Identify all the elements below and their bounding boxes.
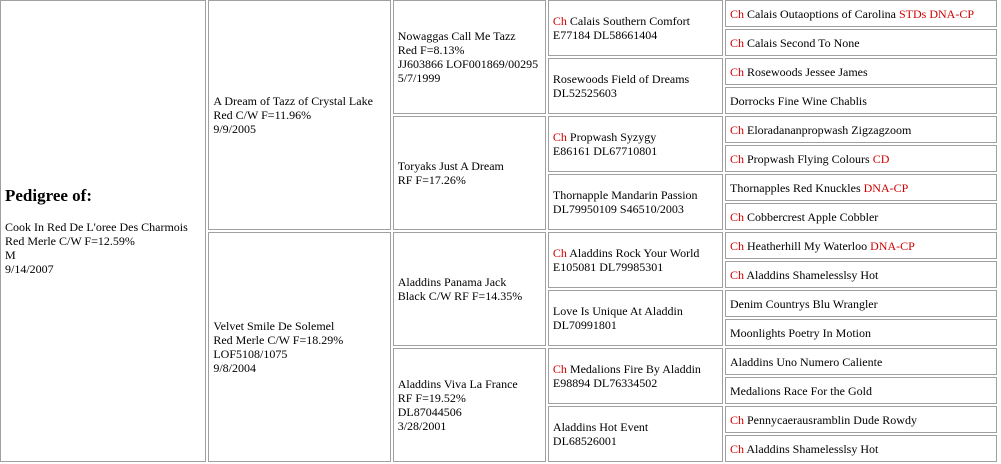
champion-title: Ch [729, 412, 744, 427]
champion-title: Ch [552, 130, 567, 144]
dog-name-line [553, 362, 718, 376]
dog-name-line [730, 36, 992, 50]
champion-title: Ch [729, 441, 744, 456]
dog-line-text: JJ603866 LOF001869/00295 [397, 57, 539, 71]
dog-name: Aladdins Rock Your World [569, 246, 700, 260]
dog-line-text: Red Merle C/W F=18.29% [213, 333, 344, 347]
great-grandparent-cell [548, 406, 723, 462]
dog-name: Calais Southern Comfort [569, 14, 690, 28]
champion-title: Ch [729, 64, 744, 79]
dog-line-text: RF F=19.52% [397, 391, 466, 405]
dog-suffix: DNA-CP [870, 238, 915, 253]
dog-name: Denim Countrys Blu Wrangler [729, 296, 878, 311]
dog-name: Medalions Race For the Gold [729, 383, 872, 398]
dog-name-line [730, 355, 992, 369]
great-great-grandparent-cell [725, 29, 997, 56]
dog-name-text: Aladdins Viva La France [397, 377, 518, 391]
grandparent-cell [393, 116, 546, 230]
great-great-grandparent-cell [725, 290, 997, 317]
dog-name-line [730, 65, 992, 79]
great-great-grandparent-cell [725, 145, 997, 172]
dog-line-text: DL87044506 [397, 405, 462, 419]
great-great-grandparent-cell [725, 174, 997, 201]
dog-name-text: Velvet Smile De Solemel [213, 319, 335, 333]
great-great-grandparent-cell [725, 435, 997, 462]
great-great-grandparent-cell [725, 0, 997, 27]
dog-registration-text: E105081 DL79985301 [552, 260, 664, 274]
dog-line-text: RF F=17.26% [397, 173, 466, 187]
dog-registration-text: DL79950109 S46510/2003 [552, 202, 684, 216]
dog-registration-text: E98894 DL76334502 [552, 376, 658, 390]
dog-registration-text: E77184 DL58661404 [552, 28, 658, 42]
dog-registration-text: E86161 DL67710801 [552, 144, 658, 158]
dog-line-text: 9/14/2007 [5, 262, 54, 276]
dog-line-text: LOF5108/1075 [213, 347, 288, 361]
dog-name-text: Toryaks Just A Dream [397, 159, 504, 173]
champion-title: Ch [552, 362, 567, 376]
dog-name-line [730, 123, 992, 137]
great-grandparent-cell [548, 58, 723, 114]
champion-title: Ch [729, 35, 744, 50]
dog-line-text: Red F=8.13% [397, 43, 465, 57]
dog-name: Propwash Flying Colours [747, 151, 870, 166]
great-great-grandparent-cell [725, 377, 997, 404]
great-great-grandparent-cell [725, 87, 997, 114]
dog-name-line [553, 188, 718, 202]
page-title: Pedigree of: [5, 186, 93, 205]
dog-name-line [553, 304, 718, 318]
dog-name: Cobbercrest Apple Cobbler [747, 209, 879, 224]
dog-name: Rosewoods Jessee James [747, 64, 868, 79]
champion-title: Ch [729, 6, 744, 21]
grandparent-cell [393, 0, 546, 114]
dog-name: Pennycaerausramblin Dude Rowdy [747, 412, 917, 427]
great-great-grandparent-cell [725, 232, 997, 259]
pedigree-row [0, 0, 997, 27]
champion-title: Ch [729, 122, 744, 137]
dog-name: Eloradananpropwash Zigzagzoom [747, 122, 912, 137]
dog-name-line [730, 94, 992, 108]
dog-name-line [730, 297, 992, 311]
champion-title: Ch [552, 246, 567, 260]
dog-line-text: 3/28/2001 [397, 419, 447, 433]
champion-title: Ch [729, 267, 744, 282]
great-grandparent-cell [548, 116, 723, 172]
great-great-grandparent-cell [725, 406, 997, 433]
dog-name: Heatherhill My Waterloo [747, 238, 868, 253]
champion-title: Ch [552, 14, 567, 28]
dog-name-line [730, 7, 992, 21]
dog-name-text: Nowaggas Call Me Tazz [397, 29, 516, 43]
dog-line-text: Black C/W RF F=14.35% [397, 289, 523, 303]
great-grandparent-cell [548, 290, 723, 346]
dog-name: Calais Outaoptions of Carolina [747, 6, 896, 21]
dog-name: Medalions Fire By Aladdin [569, 362, 701, 376]
dog-suffix: STDs DNA-CP [898, 6, 974, 21]
great-great-grandparent-cell [725, 348, 997, 375]
dog-name-line [730, 268, 992, 282]
dog-name: Aladdins Shamelesslsy Hot [746, 267, 879, 282]
great-great-grandparent-cell [725, 319, 997, 346]
great-grandparent-cell [548, 348, 723, 404]
dog-name: Calais Second To None [747, 35, 860, 50]
great-grandparent-cell [548, 0, 723, 56]
dog-name: Thornapples Red Knuckles [729, 180, 861, 195]
dog-name: Moonlights Poetry In Motion [729, 325, 871, 340]
dog-name: Dorrocks Fine Wine Chablis [729, 93, 867, 108]
dog-line-text: M [5, 248, 16, 262]
dog-name-text: Aladdins Panama Jack [397, 275, 507, 289]
dog-line-text: 5/7/1999 [397, 71, 441, 85]
dog-name-line [553, 130, 718, 144]
parent-cell [208, 0, 390, 230]
subject-cell [0, 0, 206, 462]
dog-name-line [730, 181, 992, 195]
champion-title: Ch [729, 209, 744, 224]
dog-name-line [553, 420, 718, 434]
dog-suffix: DNA-CP [863, 180, 909, 195]
dog-name-line [730, 152, 992, 166]
dog-name: Aladdins Hot Event [552, 420, 649, 434]
dog-suffix: CD [872, 151, 890, 166]
dog-name-text: Cook In Red De L'oree Des Charmois [5, 220, 188, 234]
dog-name-line [553, 246, 718, 260]
dog-name-line [730, 384, 992, 398]
dog-name: Propwash Syzygy [569, 130, 657, 144]
dog-name-line [730, 442, 992, 456]
dog-name-line [553, 72, 718, 86]
parent-cell [208, 232, 390, 462]
champion-title: Ch [729, 151, 744, 166]
dog-name: Aladdins Shamelesslsy Hot [746, 441, 879, 456]
dog-line-text: 9/9/2005 [213, 122, 257, 136]
great-great-grandparent-cell [725, 203, 997, 230]
dog-name-line [553, 14, 718, 28]
dog-name-line [730, 326, 992, 340]
great-great-grandparent-cell [725, 58, 997, 85]
great-great-grandparent-cell [725, 261, 997, 288]
dog-registration-text: DL52525603 [552, 86, 617, 100]
dog-name: Rosewoods Field of Dreams [552, 72, 690, 86]
great-grandparent-cell [548, 232, 723, 288]
grandparent-cell [393, 232, 546, 346]
dog-line-text: 9/8/2004 [213, 361, 257, 375]
dog-registration-text: DL68526001 [552, 434, 617, 448]
dog-name-line [730, 239, 992, 253]
dog-line-text: Red C/W F=11.96% [213, 108, 312, 122]
dog-line-text: Red Merle C/W F=12.59% [5, 234, 135, 248]
great-grandparent-cell [548, 174, 723, 230]
great-great-grandparent-cell [725, 116, 997, 143]
dog-name-text: A Dream of Tazz of Crystal Lake [213, 94, 373, 108]
dog-name-line [730, 210, 992, 224]
dog-name: Aladdins Uno Numero Caliente [729, 354, 883, 369]
champion-title: Ch [729, 238, 744, 253]
dog-registration-text: DL70991801 [552, 318, 617, 332]
dog-name-line [730, 413, 992, 427]
dog-name: Thornapple Mandarin Passion [552, 188, 698, 202]
dog-name: Love Is Unique At Aladdin [552, 304, 683, 318]
